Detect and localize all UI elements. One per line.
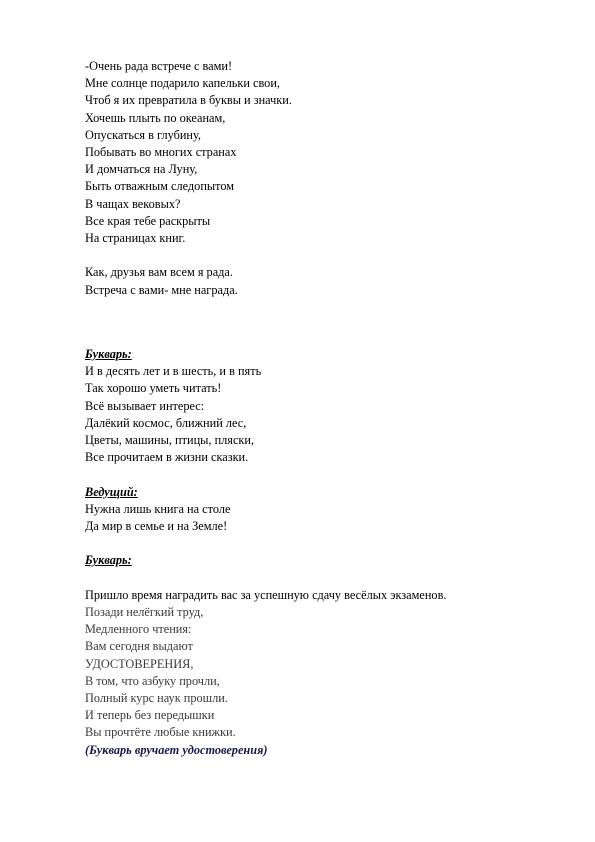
speaker-label-bukvar: Букварь:: [85, 347, 132, 362]
spacer: [85, 535, 565, 552]
verse-line: Чтоб я их превратила в буквы и значки.: [85, 93, 292, 108]
verse-line: -Очень рада встрече с вами!: [85, 59, 233, 73]
verse-line: В том, что азбуку прочли,: [85, 673, 220, 688]
verse-block-greeting: [85, 264, 565, 298]
verse-line: Вы прочтёте любые книжки.: [85, 725, 236, 740]
document-page: [85, 58, 565, 759]
verse-line: Далёкий космос, ближний лес,: [85, 415, 247, 430]
verse-block-award: [85, 604, 565, 742]
verse-line: И в десять лет и в шесть, и в пять: [85, 364, 262, 379]
verse-line: И домчаться на Луну,: [85, 162, 198, 177]
verse-line: Позади нелёгкий труд,: [85, 605, 204, 620]
verse-line: Полный курс наук прошли.: [85, 691, 228, 706]
verse-line: На страницах книг.: [85, 231, 186, 246]
spacer: [85, 299, 565, 329]
verse-line: Хочешь плыть по океанам,: [85, 110, 226, 125]
speaker-label-bukvar-2: Букварь:: [85, 553, 132, 568]
verse-line: Цветы, машины, птицы, пляски,: [85, 433, 255, 448]
verse-line: Как, друзья вам всем я рада.: [85, 265, 233, 280]
spacer: [85, 329, 565, 346]
verse-block-bukvar: [85, 363, 565, 466]
verse-line: И теперь без передышки: [85, 708, 215, 723]
verse-line: В чащах вековых?: [85, 196, 181, 211]
verse-block-intro: [85, 58, 565, 247]
verse-line: Нужна лишь книга на столе: [85, 501, 231, 516]
verse-line: Мне солнце подарило капельки свои,: [85, 76, 280, 91]
verse-block-host: [85, 501, 565, 535]
prose-line: Пришло время наградить вас за успешную сдачу весёлых экзаменов.: [85, 587, 447, 602]
verse-line: Всё вызывает интерес:: [85, 398, 205, 413]
verse-line: Побывать во многих странах: [85, 145, 237, 160]
verse-line: Медленного чтения:: [85, 622, 192, 637]
verse-line: Так хорошо уметь читать!: [85, 381, 222, 396]
spacer: [85, 466, 565, 483]
spacer: [85, 570, 565, 587]
verse-line: Быть отважным следопытом: [85, 179, 235, 194]
verse-line: УДОСТОВЕРЕНИЯ,: [85, 656, 194, 671]
verse-line: Встреча с вами- мне награда.: [85, 282, 238, 297]
verse-line: Вам сегодня выдают: [85, 639, 193, 654]
spacer: [85, 247, 565, 264]
speaker-label-host: Ведущий:: [85, 484, 138, 499]
verse-line: Да мир в семье и на Земле!: [85, 519, 228, 534]
stage-direction: (Букварь вручает удостоверения): [85, 742, 268, 757]
verse-line: Все прочитаем в жизни сказки.: [85, 450, 249, 465]
verse-line: Опускаться в глубину,: [85, 127, 201, 142]
verse-line: Все края тебе раскрыты: [85, 213, 211, 228]
